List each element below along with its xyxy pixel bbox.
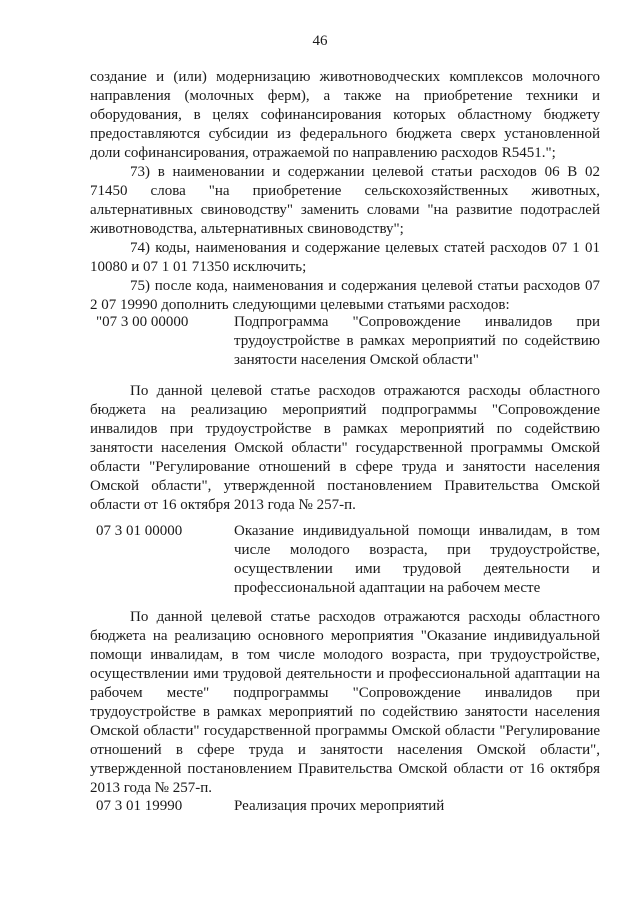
intro-block <box>90 68 600 315</box>
target-article-code: 07 3 01 19990 <box>96 798 183 814</box>
page-number: 46 <box>312 33 328 49</box>
target-article-title: Оказание индивидуальной помощи инвалидам, в том числе молодого возраста, при трудоустройстве, осуществлении ими трудовой деятельности и профессиональной адаптации на рабочем месте <box>234 523 600 596</box>
paragraph-item-73: 73) в наименовании и содержании целевой статьи расходов 06 В 02 71450 слова "на приобретение сельскохозяйственных животных, альтернативных свиноводству" заменить словами "на развитие подотраслей животноводства, альтернативных свиноводству"; <box>90 164 600 237</box>
target-article-code: "07 3 00 00000 <box>96 314 189 330</box>
target-article-code: 07 3 01 00000 <box>96 523 183 539</box>
paragraph-item-74: 74) коды, наименования и содержание целевых статей расходов 07 1 01 10080 и 07 1 01 71350 исключить; <box>90 240 600 275</box>
target-article-description: По данной целевой статье расходов отражаются расходы областного бюджета на реализацию мероприятий подпрограммы "Сопровождение инвалидов при трудоустройстве в рамках мероприятий по содействию занятости населения Омской области" государственной программы Омской области "Регулирование отношений в сфере труда и занятости населения Омской области", утвержденной постановлением Правительства Омской области от 16 октября 2013 года № 257-п. <box>90 383 600 513</box>
target-article-description: По данной целевой статье расходов отражаются расходы областного бюджета на реализацию основного мероприятия "Оказание индивидуальной помощи инвалидам, в том числе молодого возраста, при трудоустройстве, осуществлении ими трудовой деятельности и профессиональной адаптации на рабочем месте" подпрограммы "Сопровождение инвалидов при трудоустройстве в рамках мероприятий по содействию занятости населения Омской области" государственной программы Омской области "Регулирование отношений в сфере труда и занятости населения Омской области", утвержденной постановлением Правительства Омской области от 16 октября 2013 года № 257-п. <box>90 609 600 796</box>
target-article-title: Реализация прочих мероприятий <box>234 798 445 814</box>
paragraph-continuation: создание и (или) модернизацию животноводческих комплексов молочного направления (молочных ферм), а также на приобретение техники и оборудования, в целях софинансирования которых областному бюджету предоставляются субсидии из федерального бюджета сверх установленной доли софинансирования, отражаемой по направлению расходов R5451."; <box>90 69 600 161</box>
target-article-title: Подпрограмма "Сопровождение инвалидов при трудоустройстве в рамках мероприятий по содействию занятости населения Омской области" <box>234 314 600 368</box>
paragraph-item-75: 75) после кода, наименования и содержания целевой статьи расходов 07 2 07 19990 дополнить следующими целевыми статьями расходов: <box>90 278 600 313</box>
